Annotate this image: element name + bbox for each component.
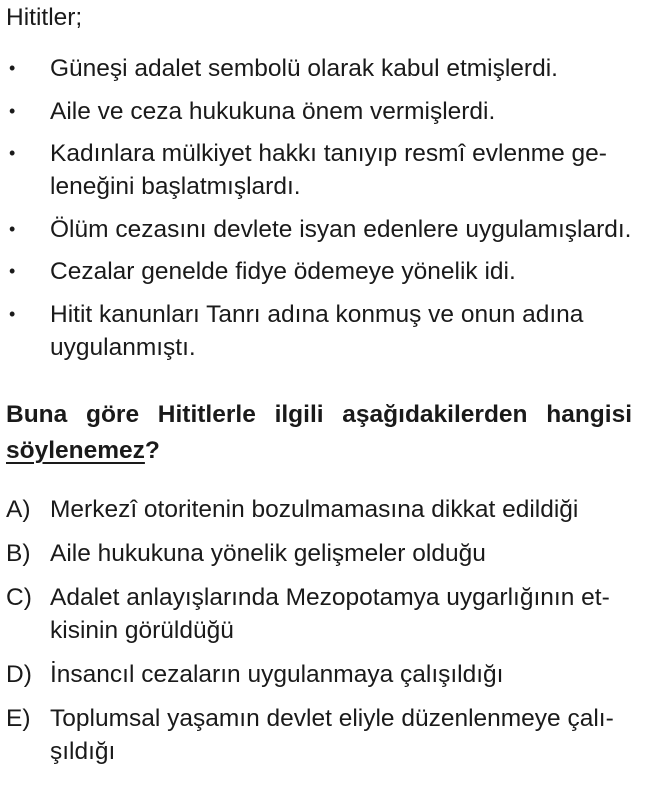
option-text-line: Adalet anlayışlarında Mezopotamya uygarlığının et- — [50, 584, 610, 611]
statement-item — [0, 255, 645, 288]
statement-text-line: uygulanmıştı. — [50, 333, 196, 361]
statement-item — [0, 95, 645, 128]
statement-list — [0, 52, 645, 373]
statement-text-line: Kadınlara mülkiyet hakkı tanıyıp resmî evlenme ge- — [50, 140, 607, 167]
option-text: Merkezî otoritenin bozulmamasına dikkat edildiği — [50, 496, 579, 523]
bullet-icon: • — [9, 303, 16, 324]
answer-option-c[interactable] — [0, 581, 645, 647]
bullet-icon: • — [9, 143, 16, 163]
statement-item — [0, 298, 645, 364]
option-text-line: kisinin görüldüğü — [50, 617, 234, 644]
statement-item — [0, 52, 645, 85]
option-text-line: Toplumsal yaşamın devlet eliyle düzenlenmeye çalı- — [50, 705, 614, 732]
bullet-icon: • — [9, 261, 16, 281]
statement-text: Aile ve ceza hukukuna önem vermişlerdi. — [50, 97, 496, 125]
question-negative-word: söylenemez — [6, 437, 145, 464]
bullet-icon: • — [9, 58, 16, 78]
option-letter: C) — [6, 584, 32, 611]
statement-item — [0, 213, 645, 246]
answer-options — [0, 493, 645, 779]
statement-text: Güneşi adalet sembolü olarak kabul etmişlerdi. — [50, 55, 558, 82]
bullet-icon: • — [9, 218, 16, 239]
statement-text-line: leneğini başlatmışlardı. — [50, 173, 301, 200]
question-stem — [6, 397, 632, 469]
option-letter: E) — [6, 705, 31, 732]
option-letter: D) — [6, 661, 32, 688]
statement-item — [0, 137, 645, 203]
statement-text: Cezalar genelde fidye ödemeye yönelik idi. — [50, 258, 516, 285]
statement-text-line: Hitit kanunları Tanrı adına konmuş ve onun adına — [50, 300, 584, 328]
question-mark: ? — [144, 437, 160, 464]
statement-text: Ölüm cezasını devlete isyan edenlere uygulamışlardı. — [50, 215, 632, 243]
option-text-line: şıldığı — [50, 738, 116, 765]
answer-option-d[interactable] — [0, 658, 645, 691]
answer-option-e[interactable] — [0, 702, 645, 768]
question-text: Buna göre Hititlerle ilgili aşağıdakilerden hangisi — [6, 401, 632, 428]
option-text: Aile hukukuna yönelik gelişmeler olduğu — [50, 540, 486, 567]
option-letter: B) — [6, 540, 31, 567]
bullet-icon: • — [9, 100, 16, 121]
intro-text: Hititler; — [6, 4, 83, 31]
answer-option-a[interactable] — [0, 493, 645, 526]
option-letter: A) — [6, 496, 31, 523]
option-text: İnsancıl cezaların uygulanmaya çalışıldığı — [50, 661, 504, 688]
answer-option-b[interactable] — [0, 537, 645, 570]
